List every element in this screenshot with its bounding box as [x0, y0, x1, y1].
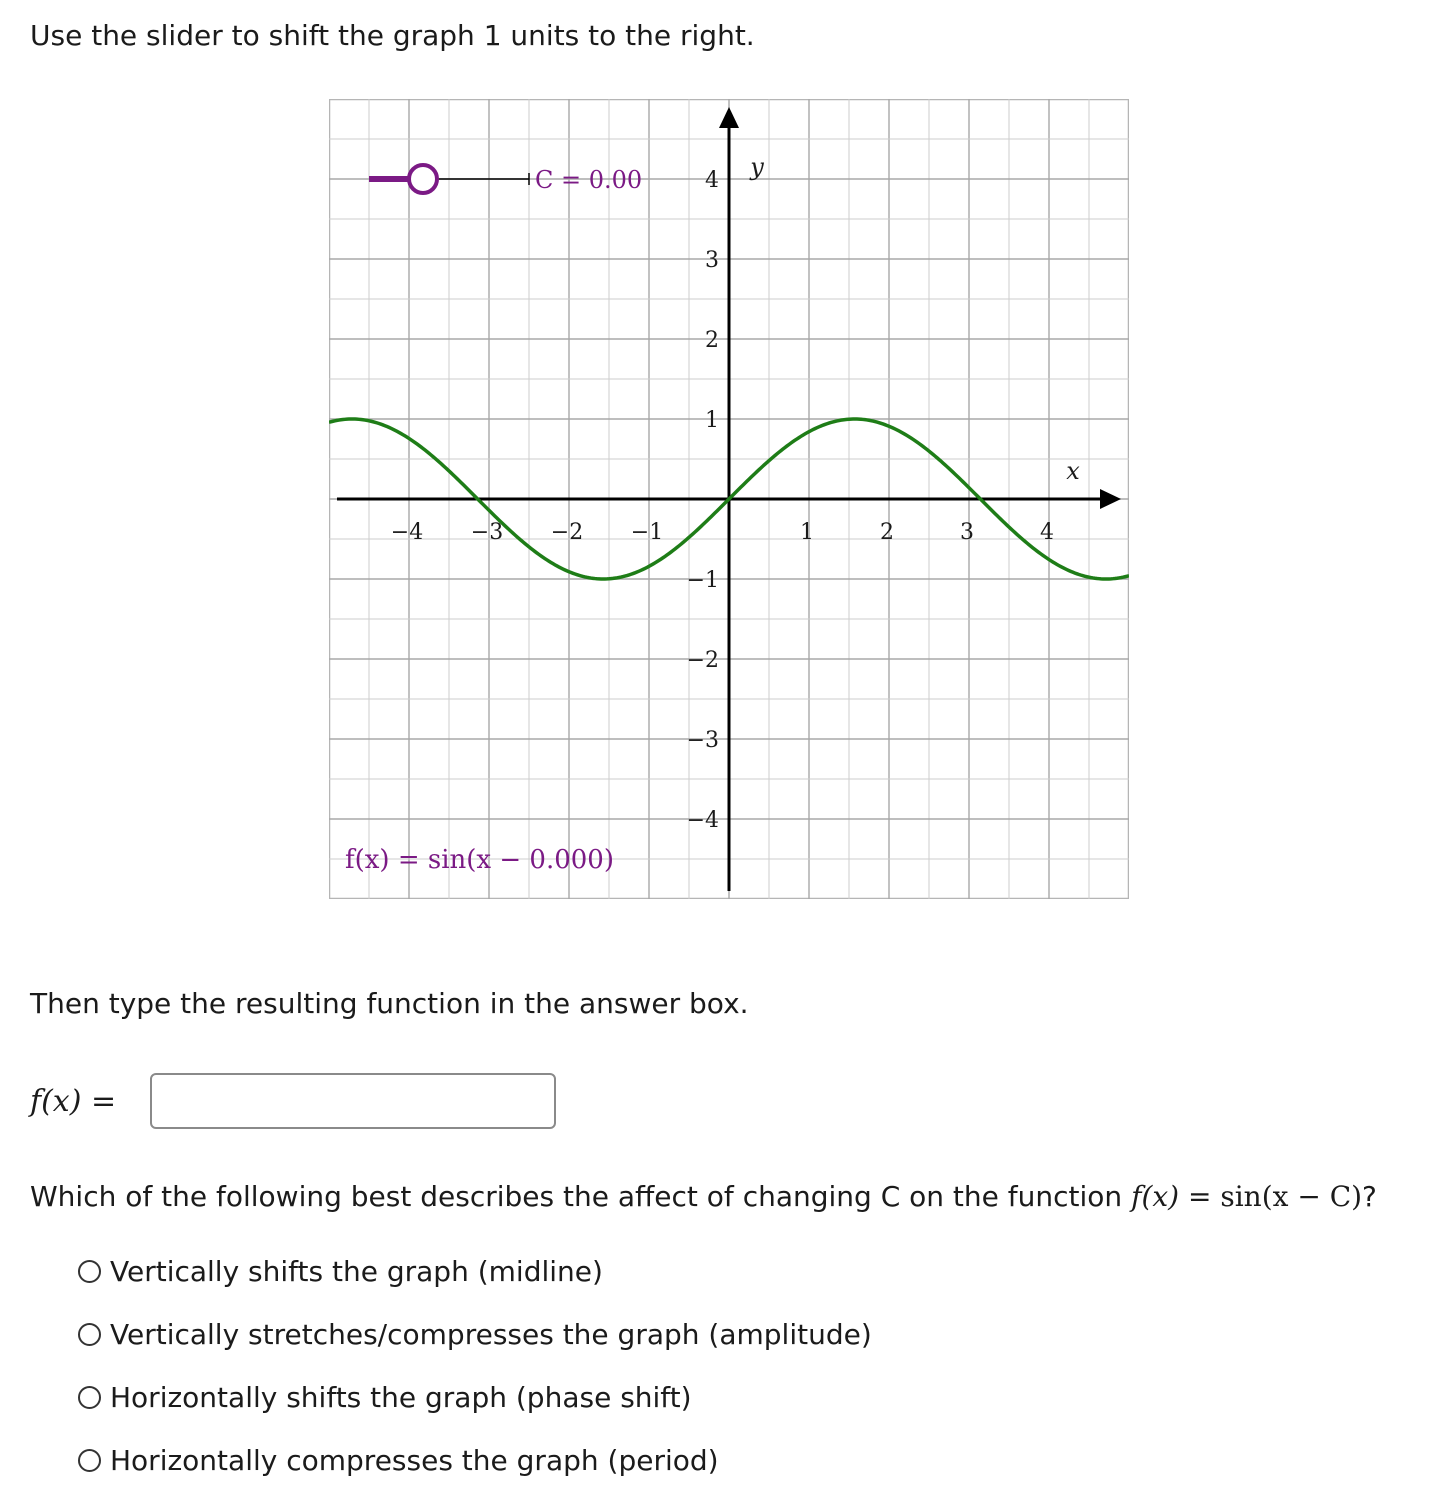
- choice-midline[interactable]: [78, 1240, 872, 1303]
- instruction-text: Use the slider to shift the graph 1 units to the right.: [30, 19, 755, 52]
- function-label: f(x) = sin(x − 0.000): [345, 845, 614, 875]
- graph-panel[interactable]: [329, 99, 1129, 899]
- y-tick-label: 3: [705, 248, 719, 273]
- question-text: [30, 1179, 1377, 1215]
- choice-label: Horizontally shifts the graph (phase shift): [110, 1380, 692, 1414]
- x-tick-label: 4: [1040, 520, 1054, 545]
- graph-canvas[interactable]: [329, 99, 1129, 899]
- answer-instruction-text: Then type the resulting function in the answer box.: [30, 987, 749, 1020]
- y-tick-label: 4: [705, 168, 719, 193]
- choice-label: Vertically shifts the graph (midline): [110, 1254, 603, 1288]
- c-slider[interactable]: [369, 165, 642, 194]
- x-tick-label: −4: [390, 520, 424, 545]
- x-tick-label: −1: [630, 520, 664, 545]
- radio-button[interactable]: [78, 1260, 101, 1283]
- choice-amplitude[interactable]: [78, 1303, 872, 1366]
- answer-label-text: f(x) =: [30, 1083, 117, 1119]
- x-axis-arrow: [1100, 489, 1121, 509]
- answer-row: [30, 1070, 556, 1132]
- x-tick-labels: [391, 520, 1054, 545]
- choice-period[interactable]: [78, 1429, 872, 1492]
- math-lhs: f(x): [1131, 1180, 1180, 1213]
- slider-value-label: C = 0.00: [535, 166, 643, 194]
- slider-handle[interactable]: [409, 165, 437, 193]
- y-tick-label: −4: [686, 808, 719, 833]
- y-tick-label: −3: [686, 728, 719, 753]
- answer-label: [30, 1084, 134, 1119]
- y-tick-label: 2: [705, 328, 719, 353]
- y-tick-label: 1: [705, 408, 719, 433]
- x-tick-label: 1: [800, 520, 814, 545]
- choice-list: [78, 1240, 872, 1492]
- x-axis-label: x: [1066, 457, 1080, 485]
- question-text-body: Which of the following best describes the affect of changing C on the function: [30, 1180, 1132, 1213]
- radio-button[interactable]: [78, 1323, 101, 1346]
- radio-button[interactable]: [78, 1386, 101, 1409]
- y-axis-label: y: [750, 153, 764, 181]
- question-math: [1131, 1180, 1362, 1213]
- x-tick-label: −3: [470, 520, 504, 545]
- question-mark: ?: [1362, 1180, 1377, 1213]
- answer-input[interactable]: [150, 1073, 556, 1129]
- y-tick-label: −1: [686, 568, 719, 593]
- choice-label: Vertically stretches/compresses the graph (amplitude): [110, 1317, 872, 1351]
- x-tick-label: 3: [960, 520, 974, 545]
- y-tick-label: −2: [686, 648, 719, 673]
- x-tick-label: −2: [550, 520, 584, 545]
- x-tick-label: 2: [880, 520, 894, 545]
- choice-label: Horizontally compresses the graph (period): [110, 1443, 719, 1477]
- radio-button[interactable]: [78, 1449, 101, 1472]
- choice-phase-shift[interactable]: [78, 1366, 872, 1429]
- math-rhs: sin(x − C): [1220, 1180, 1363, 1213]
- y-axis-arrow: [719, 107, 739, 128]
- math-equals: =: [1179, 1180, 1221, 1213]
